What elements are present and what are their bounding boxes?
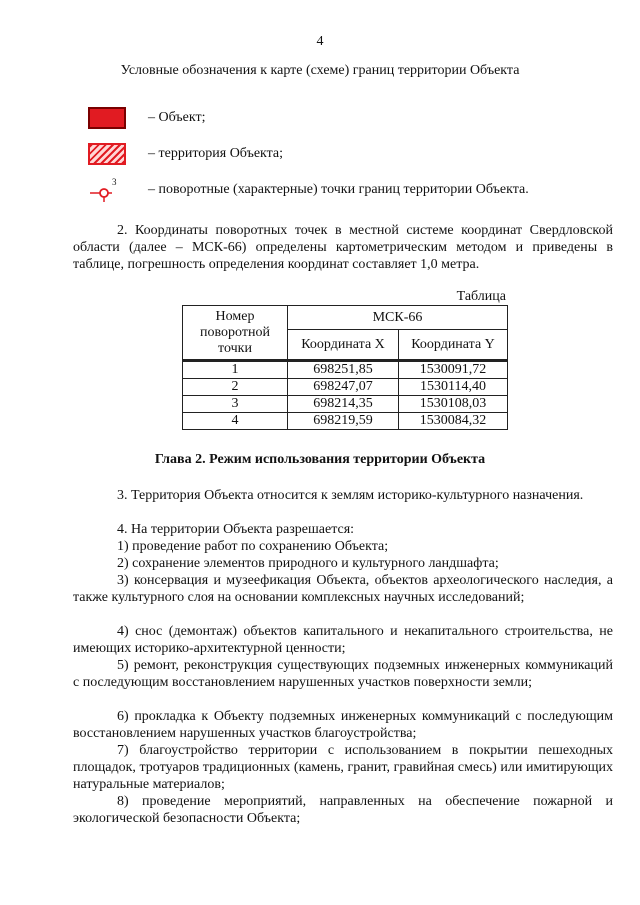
cell-coordinate-x: 698214,35 [288, 396, 399, 413]
list-item: 8) проведение мероприятий, направленных на обеспечение пожарной и экологической безопасности Объекта; [73, 794, 613, 826]
table-row [183, 379, 508, 396]
header-point-number: Номер поворотной точки [183, 306, 288, 360]
object-symbol-icon [88, 107, 126, 129]
legend-item-turning-point [88, 179, 529, 201]
list-item: 4) снос (демонтаж) объектов капитального и некапитального строительства, не имеющих историко-архитектурной ценности; [73, 624, 613, 656]
list-item: 5) ремонт, реконструкция существующих подземных инженерных коммуникаций с последующим восстановлением нарушенных участков поверхности земли; [73, 658, 613, 690]
territory-symbol-icon [88, 143, 126, 165]
list-item: 1) проведение работ по сохранению Объекта; [117, 539, 389, 554]
page-number: 4 [316, 34, 324, 49]
cell-coordinate-y: 1530114,40 [399, 379, 508, 396]
paragraph-2: 2. Координаты поворотных точек в местной системе координат Свердловской области (далее – МСК-66) определены картометрическим методом и приведены в таблице, погрешность определения координат составляет 1,0 метра. [73, 223, 613, 272]
legend-item-object [88, 107, 205, 129]
header-coordinate-x: Координата X [288, 330, 399, 360]
cell-coordinate-y: 1530084,32 [399, 413, 508, 430]
cell-point-number: 3 [183, 396, 288, 413]
legend-label-territory: – территория Объекта; [148, 146, 284, 161]
table-row [183, 413, 508, 430]
legend-label-object: – Объект; [148, 110, 206, 125]
cell-coordinate-y: 1530091,72 [399, 361, 508, 379]
legend-title: Условные обозначения к карте (схеме) границ территории Объекта [120, 63, 520, 78]
table-caption: Таблица [456, 289, 506, 304]
svg-text:3: 3 [112, 177, 117, 187]
header-coordinate-system: МСК-66 [288, 306, 508, 330]
cell-coordinate-x: 698251,85 [288, 361, 399, 379]
turning-point-icon [88, 179, 126, 201]
list-item: 2) сохранение элементов природного и культурного ландшафта; [117, 556, 499, 571]
cell-coordinate-x: 698247,07 [288, 379, 399, 396]
chapter-title: Глава 2. Режим использования территории Объекта [154, 452, 486, 467]
cell-point-number: 4 [183, 413, 288, 430]
cell-point-number: 2 [183, 379, 288, 396]
cell-point-number: 1 [183, 361, 288, 379]
list-item: 3) консервация и музеефикация Объекта, объектов археологического наследия, а также культурного слоя на основании комплексных научных исследований; [73, 573, 613, 605]
header-coordinate-y: Координата Y [399, 330, 508, 360]
cell-coordinate-x: 698219,59 [288, 413, 399, 430]
legend-item-territory [88, 143, 283, 165]
list-item: 6) прокладка к Объекту подземных инженерных коммуникаций с последующим восстановлением нарушенных участков благоустройства; [73, 709, 613, 741]
table-row [183, 361, 508, 379]
legend-label-turning-point: – поворотные (характерные) точки границ территории Объекта. [148, 182, 529, 197]
list-item: 7) благоустройство территории с использованием в покрытии пешеходных площадок, тротуаров традиционных (камень, гранит, гравийная смесь) или имитирующих натуральные материалов; [73, 743, 613, 792]
coordinates-table [182, 305, 508, 430]
cell-coordinate-y: 1530108,03 [399, 396, 508, 413]
paragraph-3: 3. Территория Объекта относится к землям историко-культурного назначения. [117, 488, 584, 503]
paragraph-4: 4. На территории Объекта разрешается: [117, 522, 355, 537]
table-row [183, 396, 508, 413]
